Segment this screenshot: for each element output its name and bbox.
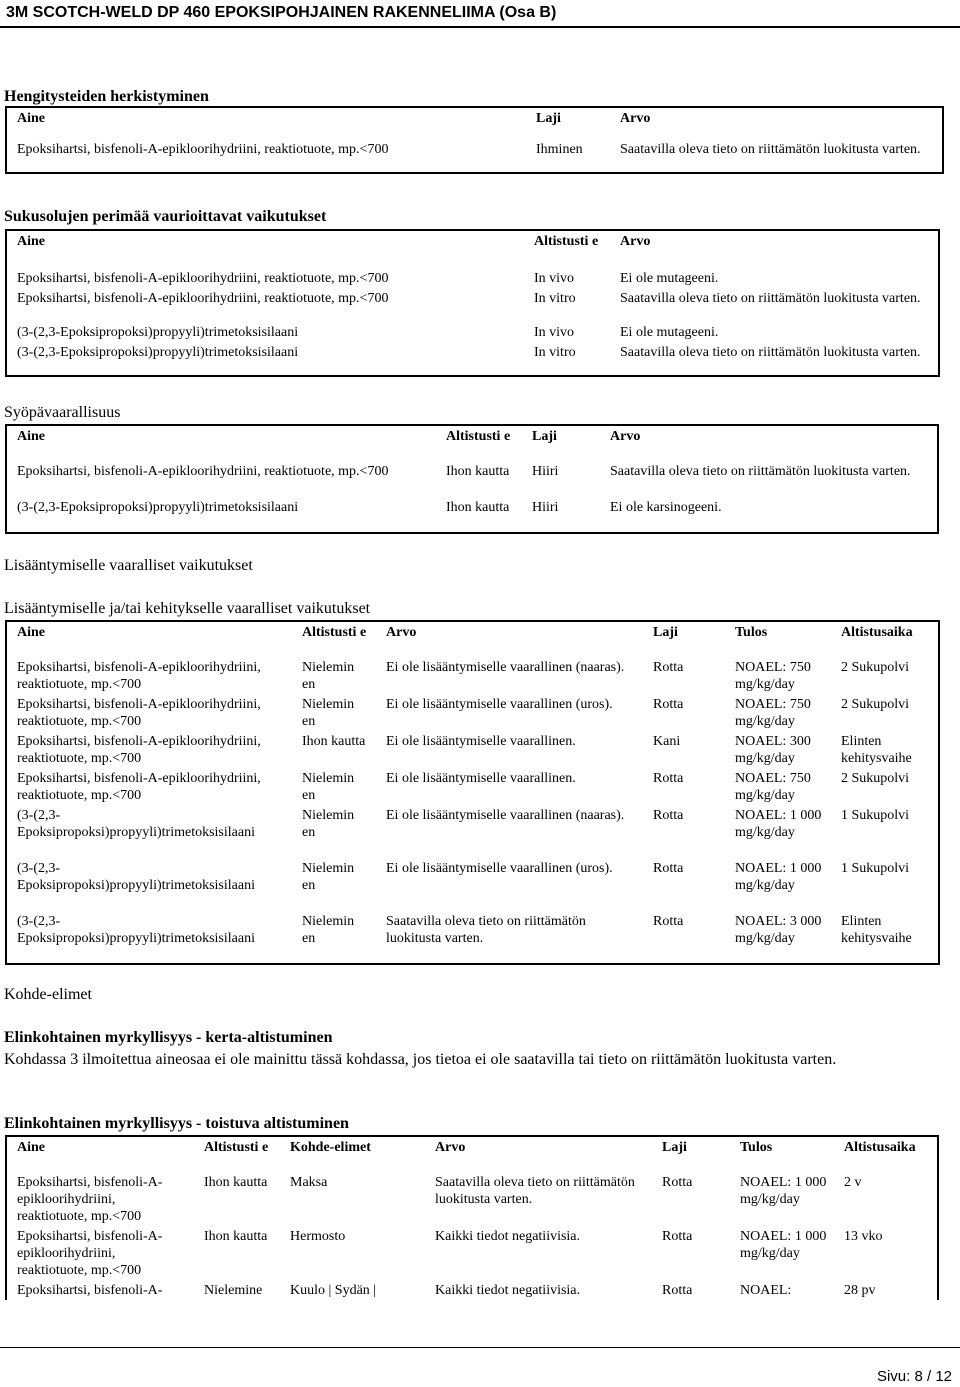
section-title-reproductive: Lisääntymiselle vaaralliset vaikutukset [4, 557, 253, 574]
table-cell: Saatavilla oleva tieto on riittämätön luokitusta varten. [620, 142, 921, 157]
table-header-row [6, 1136, 938, 1172]
table-cell: 2 Sukupolvi [841, 771, 910, 786]
section-subtitle-reproductive: Lisääntymiselle ja/tai kehitykselle vaaralliset vaikutukset [4, 600, 371, 617]
table-header-cell: Altistusaika [841, 625, 913, 640]
table-header-cell: Laji [662, 1140, 687, 1155]
table-cell: Epoksihartsi, bisfenoli-A-epikloorihydriini, reaktiotuote, mp.<700 [17, 142, 389, 157]
section-title-carcinogenicity: Syöpävaarallisuus [4, 404, 121, 421]
table-header-cell: Arvo [620, 234, 651, 249]
table-cell: (3-(2,3-Epoksipropoksi)propyyli)trimetoksisilaani [17, 861, 255, 893]
table-cell: In vitro [534, 291, 576, 306]
table-cell: Epoksihartsi, bisfenoli-A-epikloorihydriini, reaktiotuote, mp.<700 [17, 291, 389, 306]
table-cell: Kuulo | Sydän | [290, 1283, 377, 1298]
table-header-cell: Aine [17, 625, 45, 640]
single-exposure-text: Kohdassa 3 ilmoitettua aineosaa ei ole mainittu tässä kohdassa, jos tietoa ei ole saatavilla tai tieto on riittämätön luokitusta varten. [4, 1051, 837, 1068]
table-row [6, 1172, 938, 1226]
table-cell: Maksa [290, 1175, 328, 1190]
table-cell: Elinten kehitysvaihe [841, 734, 912, 766]
table-row [6, 342, 939, 376]
table-cell: Hiiri [532, 500, 559, 515]
table-cell: Rotta [662, 1283, 693, 1298]
table-cell: Nielemin en [302, 861, 355, 893]
table-cell: NOAEL: 750 mg/kg/day [735, 771, 811, 803]
table-cell: Kaikki tiedot negatiivisia. [435, 1229, 581, 1244]
table-cell: Rotta [662, 1175, 693, 1190]
table-header-cell: Altistusti e [302, 625, 367, 640]
reproductive-toxicity-table [5, 620, 940, 965]
table-cell: Ihminen [536, 142, 583, 157]
table-cell: Ihon kautta [204, 1175, 268, 1190]
table-cell: (3-(2,3-Epoksipropoksi)propyyli)trimetoksisilaani [17, 500, 299, 515]
table-cell: Epoksihartsi, bisfenoli-A-epikloorihydriini, reaktiotuote, mp.<700 [17, 1175, 163, 1224]
section-title-repeated-exposure: Elinkohtainen myrkyllisyys - toistuva altistuminen [4, 1115, 349, 1132]
table-row [6, 497, 938, 533]
table-cell: NOAEL: 1 000 mg/kg/day [735, 861, 822, 893]
repeated-exposure-table [5, 1135, 939, 1300]
table-header-cell: Arvo [620, 111, 651, 126]
table-header-cell: Aine [17, 111, 45, 126]
table-header-cell: Laji [532, 429, 557, 444]
table-cell: Saatavilla oleva tieto on riittämätön luokitusta varten. [386, 914, 586, 946]
table-header-row [6, 621, 939, 657]
table-cell: Kani [653, 734, 681, 749]
table-cell: Ei ole lisääntymiselle vaarallinen (uros). [386, 697, 613, 712]
table-cell: Ei ole mutageeni. [620, 325, 719, 340]
table-row [6, 461, 938, 497]
footer-divider [0, 1347, 960, 1348]
table-cell: NOAEL: 3 000 mg/kg/day [735, 914, 822, 946]
table-cell: (3-(2,3-Epoksipropoksi)propyyli)trimetoksisilaani [17, 808, 255, 840]
germ-cell-mutagenicity-table [5, 229, 940, 377]
table-cell: 1 Sukupolvi [841, 861, 910, 876]
table-cell: Hiiri [532, 464, 559, 479]
table-cell: Saatavilla oleva tieto on riittämätön luokitusta varten. [610, 464, 911, 479]
table-cell: Ihon kautta [446, 464, 510, 479]
table-cell: 2 Sukupolvi [841, 697, 910, 712]
table-cell: Nielemin en [302, 660, 355, 692]
table-header-row [6, 425, 938, 461]
table-cell: Rotta [653, 808, 684, 823]
table-cell: NOAEL: 1 000 mg/kg/day [740, 1229, 827, 1261]
table-cell: Epoksihartsi, bisfenoli-A-epikloorihydriini, reaktiotuote, mp.<700 [17, 660, 261, 692]
table-cell: Epoksihartsi, bisfenoli-A-epikloorihydriini, reaktiotuote, mp.<700 [17, 464, 389, 479]
table-cell: 13 vko [844, 1229, 883, 1244]
document-title: 3M SCOTCH-WELD DP 460 EPOKSIPOHJAINEN RAKENNELIIMA (Osa B) [6, 4, 557, 21]
table-header-cell: Altistusti e [204, 1140, 269, 1155]
table-row [6, 911, 939, 964]
table-header-cell: Arvo [386, 625, 417, 640]
section-title-single-exposure: Elinkohtainen myrkyllisyys - kerta-altistuminen [4, 1029, 333, 1046]
table-row [6, 768, 939, 805]
section-title-target-organs: Kohde-elimet [4, 986, 92, 1003]
table-cell: Ihon kautta [204, 1229, 268, 1244]
table-cell: Ei ole lisääntymiselle vaarallinen. [386, 734, 576, 749]
table-cell: NOAEL: 750 mg/kg/day [735, 697, 811, 729]
table-cell: Ei ole lisääntymiselle vaarallinen (naaras). [386, 808, 625, 823]
table-row [6, 805, 939, 858]
table-cell: Hermosto [290, 1229, 346, 1244]
table-cell: NOAEL: [740, 1283, 792, 1298]
table-cell: (3-(2,3-Epoksipropoksi)propyyli)trimetoksisilaani [17, 345, 299, 360]
table-cell: Epoksihartsi, bisfenoli-A- [17, 1283, 163, 1298]
table-row [6, 858, 939, 911]
table-header-cell: Altistusti e [534, 234, 599, 249]
table-header-cell: Aine [17, 234, 45, 249]
table-cell: NOAEL: 750 mg/kg/day [735, 660, 811, 692]
table-cell: In vivo [534, 271, 575, 286]
table-cell: (3-(2,3-Epoksipropoksi)propyyli)trimetoksisilaani [17, 325, 299, 340]
table-header-cell: Tulos [735, 625, 768, 640]
table-cell: Nielemin en [302, 808, 355, 840]
table-cell: (3-(2,3-Epoksipropoksi)propyyli)trimetoksisilaani [17, 914, 255, 946]
carcinogenicity-table [5, 424, 939, 534]
table-header-cell: Tulos [740, 1140, 773, 1155]
table-header-cell: Aine [17, 429, 45, 444]
document-header [0, 0, 960, 28]
table-cell: Nielemine [204, 1283, 263, 1298]
table-cell: Epoksihartsi, bisfenoli-A-epikloorihydriini, reaktiotuote, mp.<700 [17, 697, 261, 729]
table-row [6, 139, 943, 173]
table-cell: Epoksihartsi, bisfenoli-A-epikloorihydriini, reaktiotuote, mp.<700 [17, 734, 261, 766]
table-cell: Rotta [653, 697, 684, 712]
table-cell: NOAEL: 300 mg/kg/day [735, 734, 811, 766]
table-cell: 28 pv [844, 1283, 876, 1298]
table-cell: Epoksihartsi, bisfenoli-A-epikloorihydriini, reaktiotuote, mp.<700 [17, 771, 261, 803]
section-title-respiratory: Hengitysteiden herkistyminen [4, 88, 209, 105]
table-cell: 2 v [844, 1175, 862, 1190]
table-cell: Elinten kehitysvaihe [841, 914, 912, 946]
table-header-row [6, 107, 943, 139]
table-cell: Rotta [662, 1229, 693, 1244]
table-cell: 1 Sukupolvi [841, 808, 910, 823]
table-cell: Rotta [653, 771, 684, 786]
table-header-cell: Laji [536, 111, 561, 126]
table-row [6, 1226, 938, 1280]
table-row [6, 322, 939, 342]
table-header-row [6, 230, 939, 268]
table-cell: Ei ole lisääntymiselle vaarallinen (uros). [386, 861, 613, 876]
table-cell: In vivo [534, 325, 575, 340]
table-cell: Rotta [653, 861, 684, 876]
table-cell: Epoksihartsi, bisfenoli-A-epikloorihydriini, reaktiotuote, mp.<700 [17, 1229, 163, 1278]
table-cell: Rotta [653, 660, 684, 675]
table-cell: NOAEL: 1 000 mg/kg/day [735, 808, 822, 840]
table-cell: 2 Sukupolvi [841, 660, 910, 675]
table-header-cell: Kohde-elimet [290, 1140, 371, 1155]
table-cell: Epoksihartsi, bisfenoli-A-epikloorihydriini, reaktiotuote, mp.<700 [17, 271, 389, 286]
table-header-cell: Altistusaika [844, 1140, 916, 1155]
page-number: Sivu: 8 / 12 [876, 1368, 952, 1385]
table-cell: Nielemin en [302, 771, 355, 803]
table-header-cell: Aine [17, 1140, 45, 1155]
table-cell: In vitro [534, 345, 576, 360]
table-row [6, 657, 939, 694]
table-row [6, 694, 939, 731]
table-cell: Nielemin en [302, 697, 355, 729]
table-header-cell: Arvo [610, 429, 641, 444]
table-cell: Ihon kautta [302, 734, 366, 749]
table-cell: Ei ole karsinogeeni. [610, 500, 722, 515]
table-header-cell: Altistusti e [446, 429, 511, 444]
table-cell: Kaikki tiedot negatiivisia. [435, 1283, 581, 1298]
table-header-cell: Laji [653, 625, 678, 640]
section-title-germ-cell: Sukusolujen perimää vaurioittavat vaikutukset [4, 208, 327, 225]
table-row [6, 731, 939, 768]
table-cell: Ei ole mutageeni. [620, 271, 719, 286]
table-header-cell: Arvo [435, 1140, 466, 1155]
respiratory-sensitization-table [5, 106, 944, 174]
table-cell: Rotta [653, 914, 684, 929]
table-cell: NOAEL: 1 000 mg/kg/day [740, 1175, 827, 1207]
table-row [6, 1280, 938, 1300]
table-cell: Saatavilla oleva tieto on riittämätön luokitusta varten. [620, 291, 921, 306]
table-row [6, 268, 939, 288]
table-cell: Ihon kautta [446, 500, 510, 515]
table-cell: Nielemin en [302, 914, 355, 946]
table-row [6, 288, 939, 322]
table-cell: Ei ole lisääntymiselle vaarallinen (naaras). [386, 660, 625, 675]
table-cell: Saatavilla oleva tieto on riittämätön luokitusta varten. [435, 1175, 635, 1207]
table-cell: Saatavilla oleva tieto on riittämätön luokitusta varten. [620, 345, 921, 360]
table-cell: Ei ole lisääntymiselle vaarallinen. [386, 771, 576, 786]
